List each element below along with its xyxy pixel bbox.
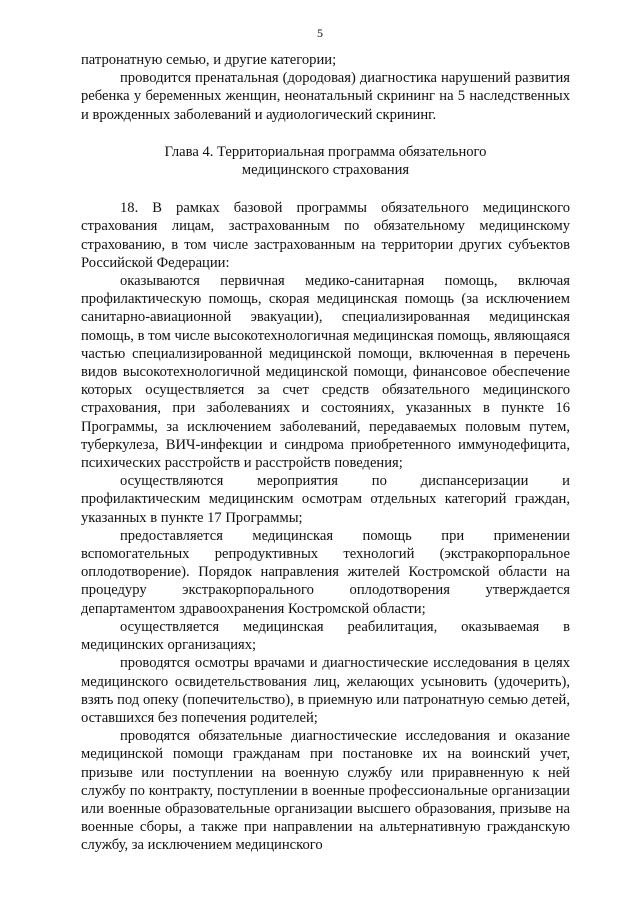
list-item: предоставляется медицинская помощь при применении вспомогательных репродуктивных технологий (экстракорпоральное оплодотворение). Порядок направления жителей Костромской области на процедуру экстракорпорального оплодотворения утверждается департаментом здравоохранения Костромской области; [81,527,570,617]
continuation-paragraph: патронатную семью, и другие категории; [81,52,337,68]
prenatal-paragraph: проводится пренатальная (дородовая) диагностика нарушений развития ребенка у беременных женщин, неонатальный скрининг на 5 наследственных и врожденных заболеваний и аудиологический скрининг. [81,70,570,123]
chapter-heading-line-2: медицинского страхования [241,162,410,179]
list-item: проводятся обязательные диагностические исследования и оказание медицинской помощи гражданам при постановке их на воинский учет, призыве или поступлении на военную службу или приравненную к ней службу по контракту, поступлении в военные профессиональные организации или военные образовательные организации высшего образования, призыве на военные сборы, а также при направлении на альтернативную гражданскую службу, за исключением медицинского [81,728,570,854]
list-item: оказываются первичная медико-санитарная помощь, включая профилактическую помощь, скорая медицинская помощь (за исключением санитарно-авиационной эвакуации), специализированная медицинская помощь, в том числе высокотехнологичная медицинская помощь, являющаяся частью специализированной медицинской помощи, включенная в перечень видов высокотехнологичной медицинской помощи, финансовое обеспечение которых осуществляется за счет средств обязательного медицинского страхования, при заболеваниях и состояниях, указанных в пункте 16 Программы, за исключением заболеваний, передаваемых половым путем, туберкулеза, ВИЧ-инфекции и синдрома приобретенного иммунодефицита, психических расстройств и расстройств поведения; [81,273,570,472]
document-body [81,51,570,855]
chapter-heading [81,143,570,179]
list-item: осуществляются мероприятия по диспансеризации и профилактическим медицинским осмотрам отдельных категорий граждан, указанных в пункте 17 Программы; [81,473,570,526]
chapter-heading-line-1: Глава 4. Территориальная программа обязательного [164,143,487,160]
list-item: проводятся осмотры врачами и диагностические исследования в целях медицинского освидетельствования лиц, желающих усыновить (удочерить), взять под опеку (попечительство), в приемную или патронатную семью детей, оставшихся без попечения родителей; [81,655,570,726]
list-item: осуществляется медицинская реабилитация, оказываемая в медицинских организациях; [81,618,570,654]
page-number: 5 [317,26,323,40]
section-18-intro: 18. В рамках базовой программы обязательного медицинского страхования лицам, застрахованным по обязательному медицинскому страхованию, в том числе застрахованным на территории других субъектов Российской Федерации: [81,200,570,271]
